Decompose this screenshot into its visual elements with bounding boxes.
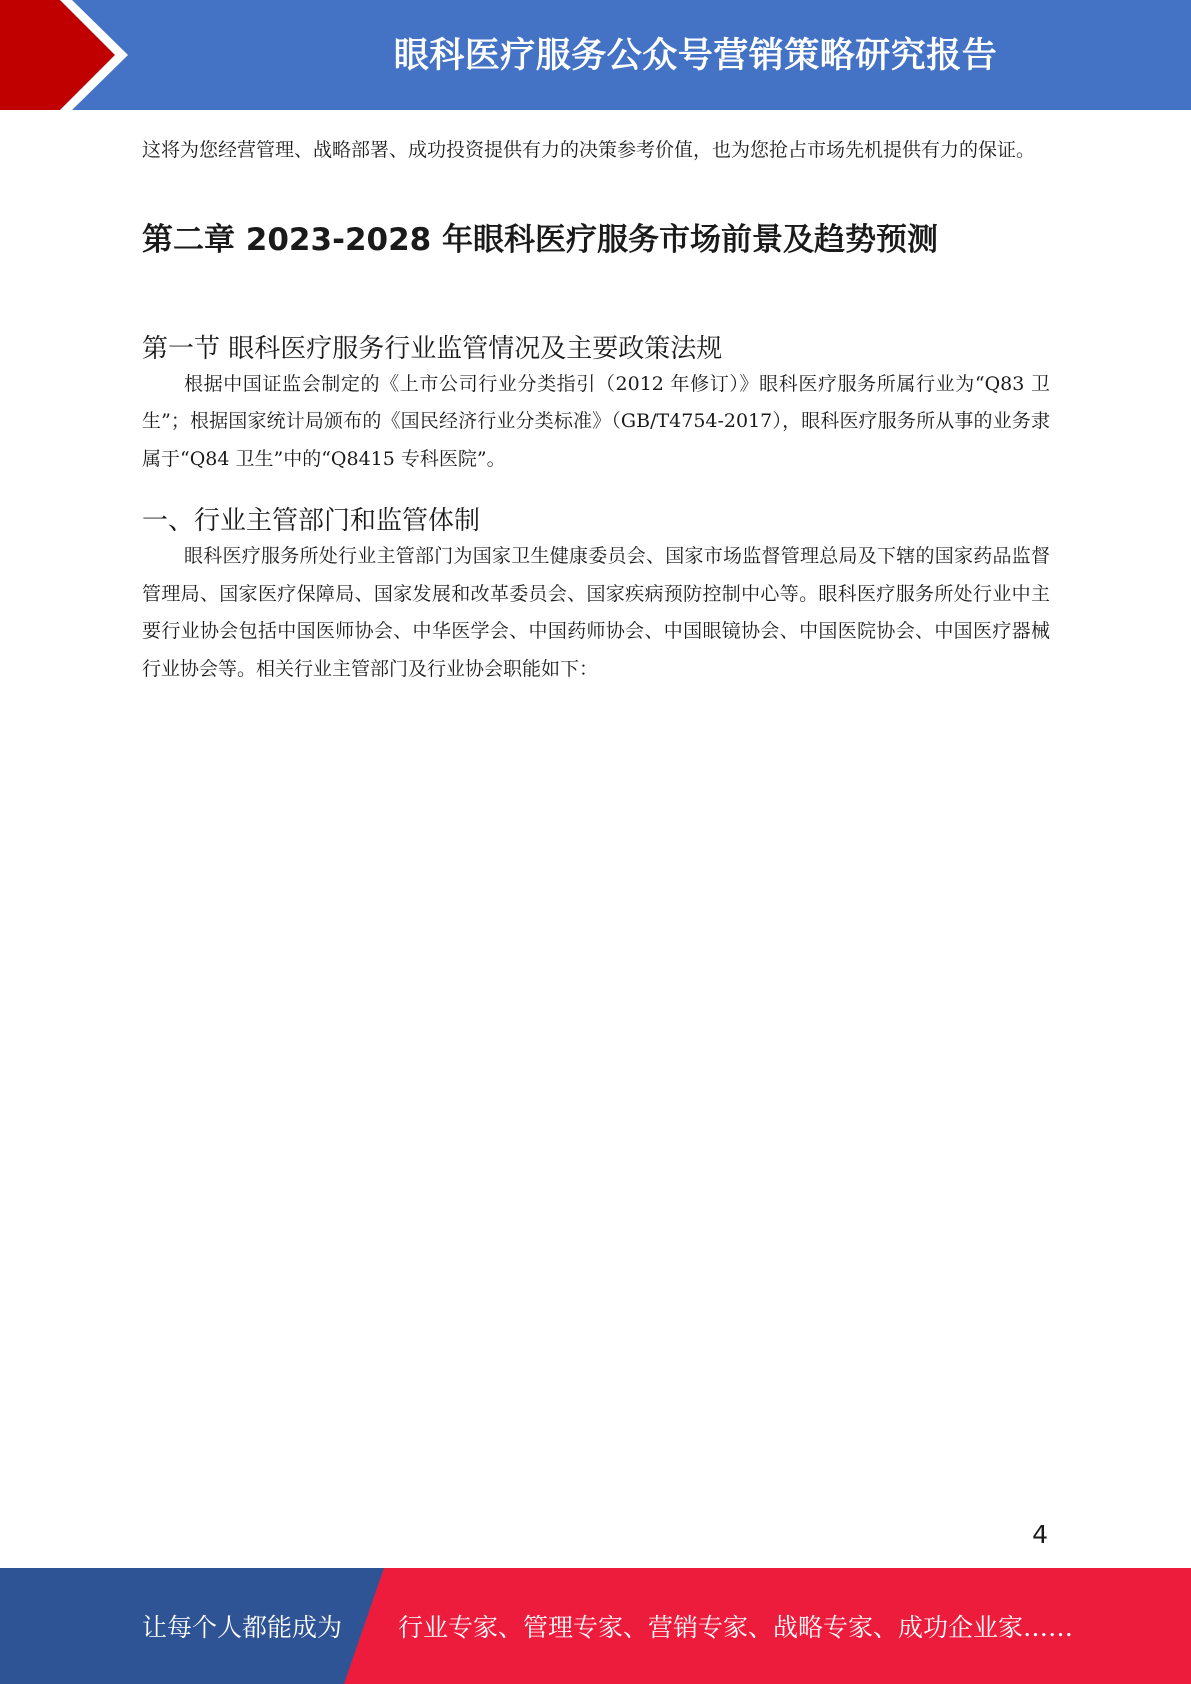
subsection-title: 一、行业主管部门和监管体制 <box>142 506 481 536</box>
header-chevron-decoration <box>0 0 160 110</box>
report-title: 眼科医疗服务公众号营销策略研究报告 <box>393 36 998 76</box>
section-paragraph: 根据中国证监会制定的《上市公司行业分类指引（2012 年修订）》眼科医疗服务所属行业为“Q83 卫生”；根据国家统计局颁布的《国民经济行业分类标准》（GB/T4754-2017），眼科医疗服务所从事的业务隶属于“Q84 卫生”中的“Q8415 专科医院”。 <box>142 372 1050 470</box>
chapter-title: 第二章 2023-2028 年眼科医疗服务市场前景及趋势预测 <box>142 221 939 258</box>
section-title: 第一节 眼科医疗服务行业监管情况及主要政策法规 <box>142 333 723 364</box>
page-header <box>0 0 1191 110</box>
subsection-paragraph: 眼科医疗服务所处行业主管部门为国家卫生健康委员会、国家市场监督管理总局及下辖的国家药品监督管理局、国家医疗保障局、国家发展和改革委员会、国家疾病预防控制中心等。眼科医疗服务所处行业中主要行业协会包括中国医师协会、中华医学会、中国药师协会、中国眼镜协会、中国医院协会、中国医疗器械行业协会等。相关行业主管部门及行业协会职能如下： <box>142 545 1050 680</box>
footer-slogan-left: 让每个人都能成为 <box>142 1613 343 1642</box>
footer-slogan-right: 行业专家、管理专家、营销专家、战略专家、成功企业家…… <box>398 1613 1074 1642</box>
intro-paragraph: 这将为您经营管理、战略部署、成功投资提供有力的决策参考价值，也为您抢占市场先机提供有力的保证。 <box>142 139 1036 161</box>
page-number: 4 <box>1032 1520 1048 1549</box>
page-content <box>142 132 1050 688</box>
page-footer <box>0 1568 1191 1684</box>
